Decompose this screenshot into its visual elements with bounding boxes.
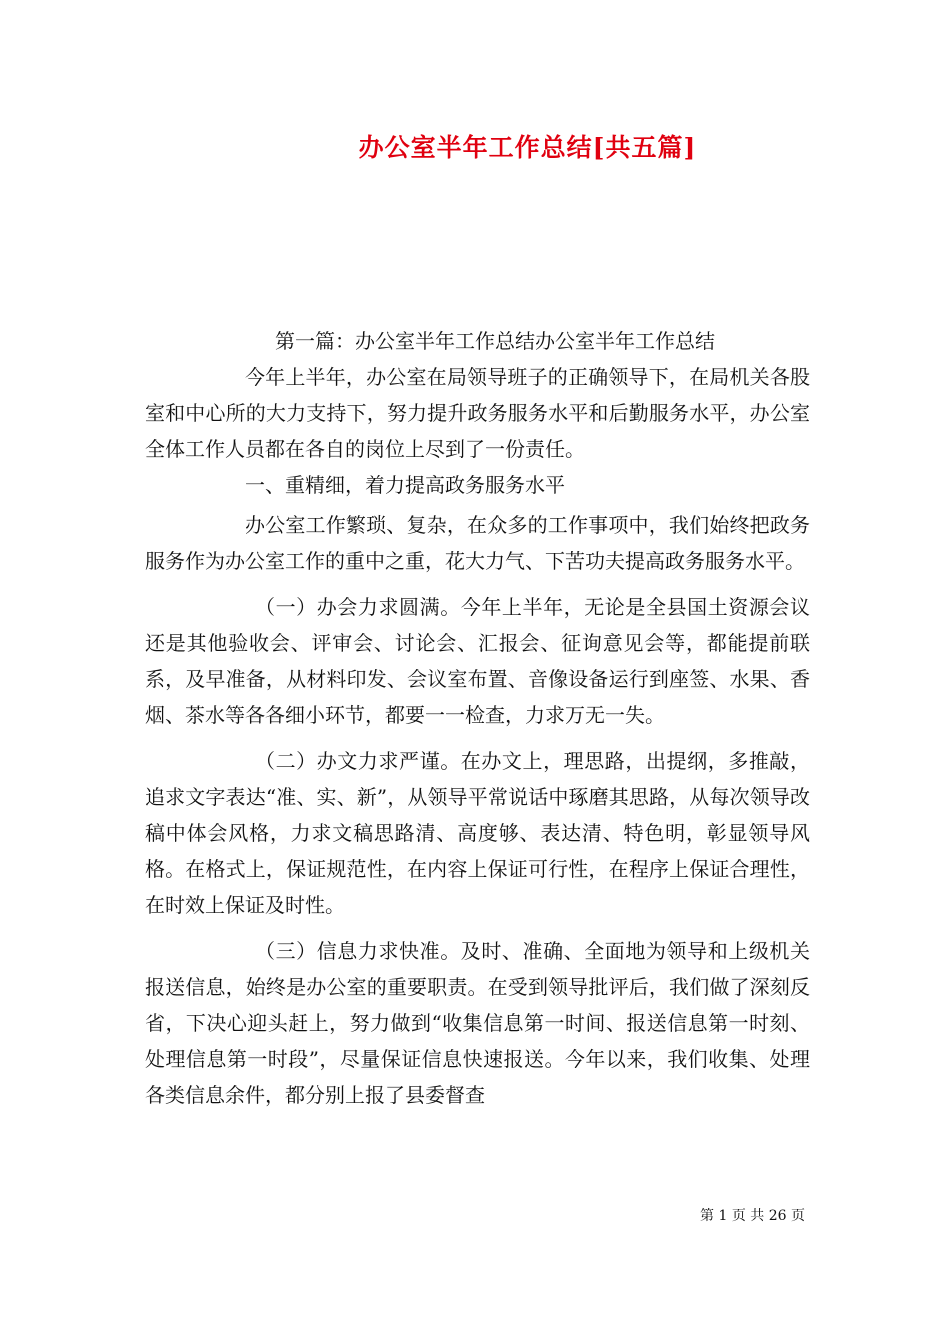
paragraph-documents: （二）办文力求严谨。在办文上，理思路，出提纲，多推敲，追求文字表达“准、实、新”，从领导平常说话中琢磨其思路，从每次领导改稿中体会风格，力求文稿思路清、高度够、表达清、特色明，彰显领导风格。在格式上，保证规范性，在内容上保证可行性，在程序上保证合理性，在时效上保证及时性。 [145, 749, 810, 917]
paragraph-meetings: （一）办会力求圆满。今年上半年，无论是全县国土资源会议还是其他验收会、评审会、讨论会、汇报会、征询意见会等，都能提前联系，及早准备，从材料印发、会议室布置、音像设备运行到座签、水果、香烟、茶水等各各细小环节，都要一一检查，力求万无一失。 [145, 595, 810, 727]
heading-part-one: 一、重精细，着力提高政务服务水平 [245, 473, 565, 497]
document-body [145, 323, 810, 1113]
paragraph-part-one: 办公室工作繁琐、复杂，在众多的工作事项中，我们始终把政务服务作为办公室工作的重中之重，花大力气、下苦功夫提高政务服务水平。 [145, 513, 810, 573]
page-number-footer: 第 1 页 共 26 页 [700, 1208, 805, 1224]
paragraph-information: （三）信息力求快准。及时、准确、全面地为领导和上级机关报送信息，始终是办公室的重要职责。在受到领导批评后，我们做了深刻反省，下决心迎头赶上，努力做到“收集信息第一时间、报送信息第一时刻、处理信息第一时段”，尽量保证信息快速报送。今年以来，我们收集、处理各类信息余件，都分别上报了县委督查 [145, 939, 810, 1107]
section-heading: 第一篇：办公室半年工作总结办公室半年工作总结 [275, 329, 715, 353]
paragraph-intro: 今年上半年，办公室在局领导班子的正确领导下，在局机关各股室和中心所的大力支持下，努力提升政务服务水平和后勤服务水平，办公室全体工作人员都在各自的岗位上尽到了一份责任。 [145, 365, 810, 461]
document-title: 办公室半年工作总结[共五篇] [358, 133, 697, 162]
